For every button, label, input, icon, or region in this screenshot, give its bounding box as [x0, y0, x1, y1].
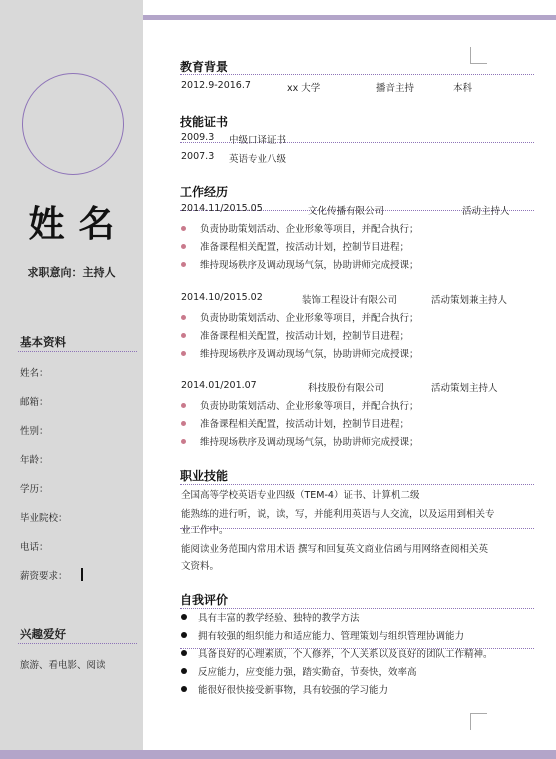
- bullet-icon: [181, 244, 186, 249]
- basic-info-divider: [18, 351, 137, 352]
- bullet-icon: [181, 262, 186, 267]
- job-duty: 维持现场秩序及调动现场气氛，协助讲师完成授课；: [200, 260, 419, 271]
- self-eval-item: 能很好很快接受新事物，具有较强的学习能力: [198, 685, 389, 696]
- job-role: 活动策划兼主持人: [431, 295, 508, 306]
- job-duty: 准备课程相关配置，按活动计划，控制节目进程；: [200, 331, 410, 342]
- job-duty: 负责协助策划活动、企业形象等项目，并配合执行；: [200, 224, 419, 235]
- self-eval-item: 具备良好的心理素质，个人修养，个人关系以及良好的团队工作精神。: [198, 649, 493, 660]
- education-major: 播音主持: [376, 83, 415, 94]
- bullet-icon: [181, 686, 187, 692]
- field-gender-label: 性别：: [20, 426, 49, 437]
- bullet-icon: [181, 668, 187, 674]
- bullet-icon: [181, 333, 186, 338]
- bullet-icon: [181, 614, 187, 620]
- field-email-label: 邮箱：: [20, 397, 49, 408]
- job-duty: 准备课程相关配置，按活动计划，控制节目进程；: [200, 242, 410, 253]
- skills-line: 全国高等学校英语专业四级（TEM-4）证书、计算机二级: [181, 490, 420, 501]
- self-eval-item: 反应能力，应变能力强，踏实勤奋，节奏快，效率高: [198, 667, 417, 678]
- job-role: 活动策划主持人: [431, 383, 498, 394]
- field-name-label: 姓名：: [20, 368, 49, 379]
- field-salary-label: 薪资要求：: [20, 571, 68, 582]
- certificate-name: 英语专业八级: [229, 154, 287, 165]
- job-duty: 负责协助策划活动、企业形象等项目，并配合执行；: [200, 313, 419, 324]
- job-duty: 负责协助策划活动、企业形象等项目，并配合执行；: [200, 401, 419, 412]
- skills-title: 职业技能: [180, 469, 229, 483]
- hobbies-text: 旅游、看电影、阅读: [20, 660, 106, 671]
- work-title: 工作经历: [180, 185, 229, 199]
- certificate-name: 中级口译证书: [229, 135, 287, 146]
- skills-line: 能阅读业务范围内常用术语 撰写和回复英文商业信函与用网络查阅相关英: [181, 544, 489, 555]
- text-cursor[interactable]: [81, 568, 83, 581]
- bullet-icon: [181, 439, 186, 444]
- bullet-icon: [181, 226, 186, 231]
- education-school: xx 大学: [287, 83, 321, 94]
- page-corner-mark-top: [470, 47, 487, 64]
- skills-line: 业工作中。: [181, 525, 229, 536]
- bullet-icon: [181, 421, 186, 426]
- self-eval-divider: [180, 608, 534, 609]
- candidate-name: 姓名: [28, 204, 129, 245]
- bullet-icon: [181, 632, 187, 638]
- sidebar: [0, 0, 143, 750]
- certificate-date: 2009.3: [181, 132, 215, 143]
- job-duty: 维持现场秩序及调动现场气氛，协助讲师完成授课；: [200, 437, 419, 448]
- education-divider: [180, 74, 534, 75]
- field-phone-label: 电话：: [20, 542, 49, 553]
- top-accent-bar: [143, 15, 556, 20]
- field-age-label: 年龄：: [20, 455, 49, 466]
- avatar-photo-frame[interactable]: [22, 73, 124, 175]
- job-company: 文化传播有限公司: [308, 206, 385, 217]
- bullet-icon: [181, 315, 186, 320]
- page-corner-mark-bottom: [470, 713, 487, 730]
- self-eval-title: 自我评价: [180, 593, 229, 607]
- hobbies-divider: [18, 643, 137, 644]
- job-period: 2014.11/2015.05: [181, 203, 263, 214]
- job-role: 活动主持人: [462, 206, 510, 217]
- job-period: 2014.10/2015.02: [181, 292, 263, 303]
- basic-info-title: 基本资料: [20, 335, 66, 349]
- job-company: 装饰工程设计有限公司: [302, 295, 398, 306]
- skills-line: 文资料。: [181, 561, 220, 572]
- job-period: 2014.01/201.07: [181, 380, 257, 391]
- field-school-label: 毕业院校：: [20, 513, 68, 524]
- skills-divider: [180, 484, 534, 485]
- hobbies-title: 兴趣爱好: [20, 627, 66, 641]
- skills-inner-divider: [180, 528, 534, 529]
- job-duty: 维持现场秩序及调动现场气氛，协助讲师完成授课；: [200, 349, 419, 360]
- bullet-icon: [181, 403, 186, 408]
- education-period: 2012.9-2016.7: [181, 80, 251, 91]
- education-title: 教育背景: [180, 60, 229, 74]
- self-eval-item: 具有丰富的教学经验、独特的教学方法: [198, 613, 360, 624]
- self-eval-item: 拥有较强的组织能力和适应能力、管理策划与组织管理协调能力: [198, 631, 465, 642]
- skills-line: 能熟练的进行听，说，读，写，并能利用英语与人交流，以及运用到相关专: [181, 509, 495, 520]
- bullet-icon: [181, 351, 186, 356]
- education-degree: 本科: [453, 83, 473, 94]
- job-company: 科技股份有限公司: [308, 383, 385, 394]
- field-education-label: 学历：: [20, 484, 49, 495]
- bullet-icon: [181, 650, 187, 656]
- certificate-date: 2007.3: [181, 151, 215, 162]
- certificates-title: 技能证书: [180, 115, 229, 129]
- bottom-accent-bar: [0, 750, 556, 759]
- job-intent: 求职意向：主持人: [27, 266, 116, 279]
- job-duty: 准备课程相关配置，按活动计划，控制节目进程；: [200, 419, 410, 430]
